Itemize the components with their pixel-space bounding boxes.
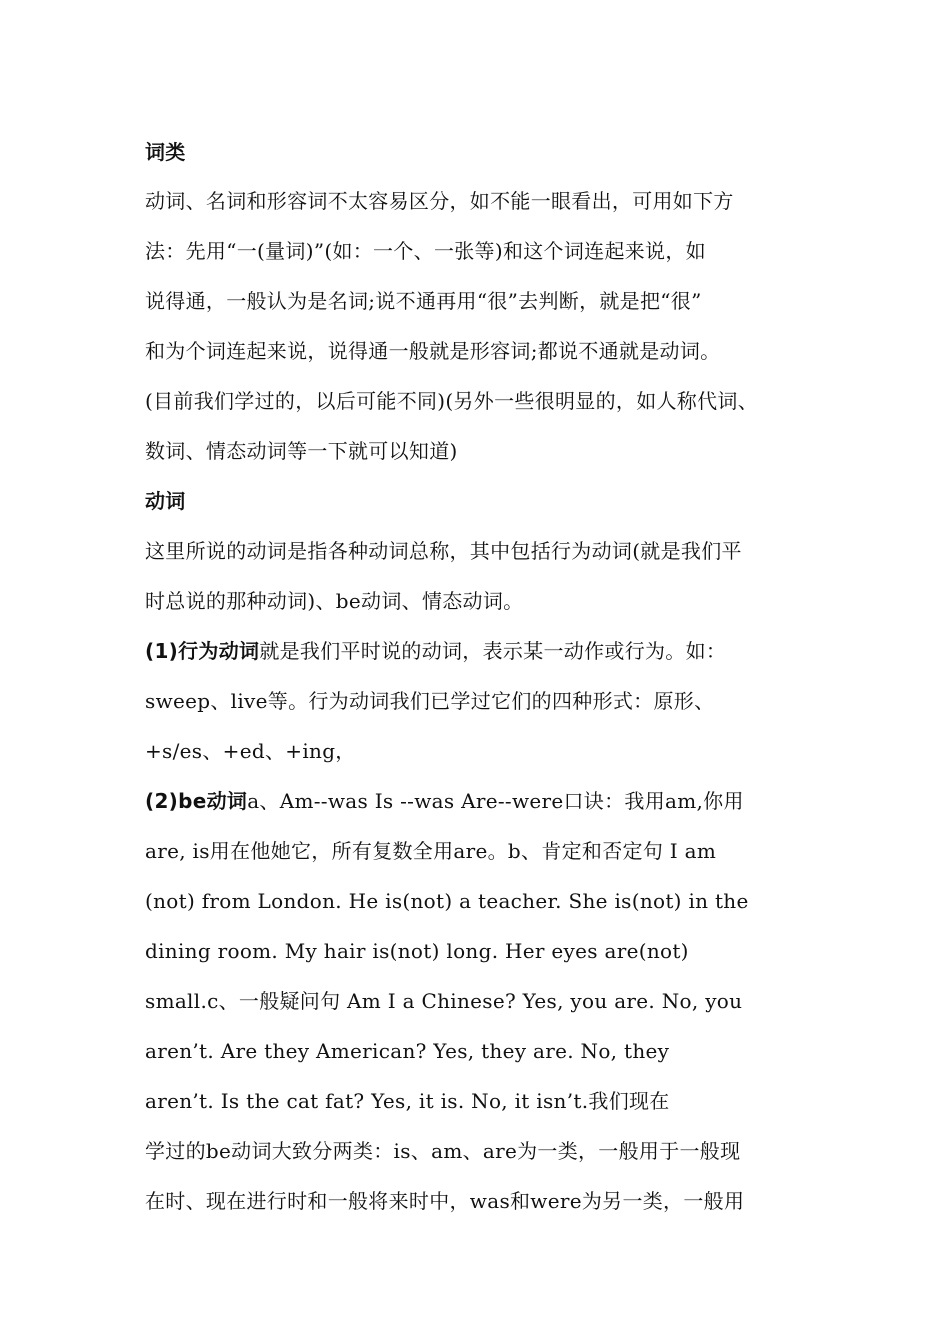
section2-line-4: dining room. My hair is(not) long. Her eyes are(not): [145, 939, 689, 963]
intro-line-4: 和为个词连起来说，说得通一般就是形容词;都说不通就是动词。: [145, 339, 721, 363]
section2-line-1-rest: a、Am--was Is --was Are--were口诀：我用am,你用: [247, 789, 744, 813]
section2-label: (2)be动词: [145, 789, 248, 813]
section2-line-1: [145, 786, 744, 816]
section1-line-1: [145, 636, 726, 666]
section2-line-5: small.c、一般疑问句 Am I a Chinese? Yes, you are. No, you: [145, 989, 743, 1013]
section1-line-3: +s/es、+ed、+ing，: [145, 739, 356, 763]
verb-intro-line-2: 时总说的那种动词)、be动词、情态动词。: [145, 589, 524, 613]
section2-line-9: 在时、现在进行时和一般将来时中，was和were为另一类，一般用: [145, 1189, 745, 1213]
section2-line-3: (not) from London. He is(not) a teacher. She is(not) in the: [145, 889, 749, 913]
intro-line-5: (目前我们学过的，以后可能不同)(另外一些很明显的，如人称代词、: [145, 389, 759, 413]
verb-intro-line-1: 这里所说的动词是指各种动词总称，其中包括行为动词(就是我们平: [145, 539, 742, 563]
heading-verbs: 动词: [145, 489, 186, 513]
intro-line-2: 法：先用“一(量词)”(如：一个、一张等)和这个词连起来说，如: [145, 239, 706, 263]
section1-line-2: sweep、live等。行为动词我们已学过它们的四种形式：原形、: [145, 689, 715, 713]
intro-line-1: 动词、名词和形容词不太容易区分，如不能一眼看出，可用如下方: [145, 189, 734, 213]
heading-word-classes: 词类: [145, 140, 186, 164]
intro-line-3: 说得通，一般认为是名词;说不通再用“很”去判断，就是把“很”: [145, 289, 702, 313]
section2-line-2: are, is用在他她它，所有复数全用are。b、肯定和否定句 I am: [145, 839, 717, 863]
section1-label: (1)行为动词: [145, 639, 260, 663]
section2-line-6: aren’t. Are they American? Yes, they are. No, they: [145, 1039, 670, 1063]
section2-line-8: 学过的be动词大致分两类：is、am、are为一类，一般用于一般现: [145, 1139, 741, 1163]
section1-line-1-rest: 就是我们平时说的动词，表示某一动作或行为。如：: [259, 639, 727, 663]
intro-line-6: 数词、情态动词等一下就可以知道): [145, 439, 458, 463]
section2-line-7: aren’t. Is the cat fat? Yes, it is. No, it isn’t.我们现在: [145, 1089, 670, 1113]
